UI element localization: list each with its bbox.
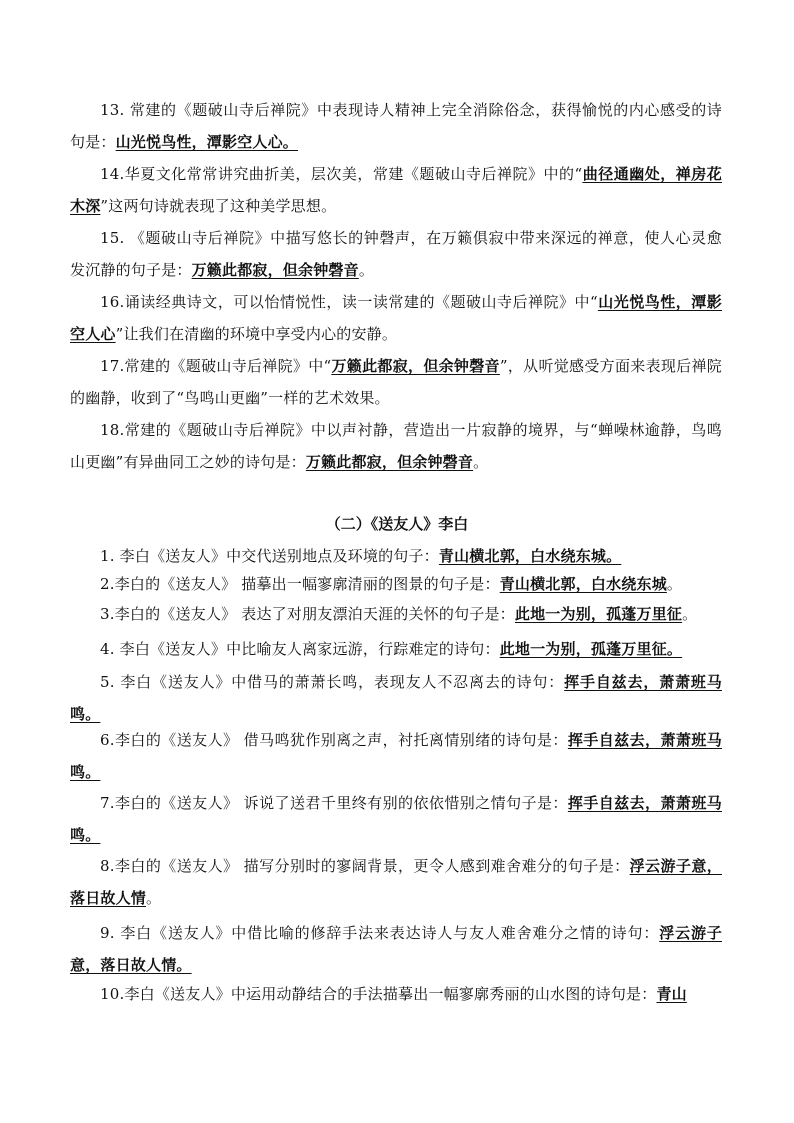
answer: 青山横北郭，白水绕东城。 — [438, 547, 622, 565]
answer: 此地一为别，孤蓬万里征。 — [499, 640, 683, 658]
answer: 挥手自兹去，萧萧班马鸣。 — [70, 731, 722, 781]
question-text: 5. 李白《送友人》中借马的萧萧长鸣，表现友人不忍离去的诗句： — [100, 673, 565, 691]
question-2-4 — [70, 633, 722, 665]
question-text: 6.李白的《送友人》 借马鸣犹作别离之声，衬托离情别绪的诗句是： — [100, 731, 568, 749]
question-2-6 — [70, 724, 722, 788]
question-2-2 — [70, 568, 722, 600]
question-text: 2.李白的《送友人》 描摹出一幅寥廓清丽的图景的句子是： — [100, 575, 500, 593]
question-16 — [70, 286, 722, 350]
question-15 — [70, 222, 722, 286]
question-text: 15. 《题破山寺后禅院》中描写悠长的钟磬声，在万籁俱寂中带来深远的禅意，使人心灵愈发沉静的句子是： — [70, 229, 722, 279]
question-text: 7.李白的《送友人》 诉说了送君千里终有别的依依惜别之情句子是： — [100, 794, 568, 812]
answer: 山光悦鸟性，潭影空人心 — [70, 293, 722, 343]
answer: 青山横北郭，白水绕东城 — [499, 575, 667, 593]
question-2-9 — [70, 917, 722, 981]
question-text: 13. 常建的《题破山寺后禅院》中表现诗人精神上完全消除俗念，获得愉悦的内心感受的诗句是： — [70, 101, 722, 151]
answer: 万籁此都寂，但余钟磬音 — [331, 357, 500, 375]
question-text-tail: ”，从听觉感受方面来表现后禅院的幽静，收到了“鸟鸣山更幽”一样的艺术效果。 — [70, 357, 722, 407]
question-2-8 — [70, 850, 722, 914]
question-text: 16.诵读经典诗文，可以怡情悦性，读一读常建的《题破山寺后禅院》中“ — [100, 293, 598, 311]
question-13 — [70, 94, 722, 158]
question-text: 8.李白的《送友人》 描写分别时的寥阔背景，更令人感到难舍难分的句子是： — [100, 857, 630, 875]
question-text: 10.李白《送友人》中运用动静结合的手法描摹出一幅寥廓秀丽的山水图的诗句是： — [100, 985, 657, 1003]
question-text-tail: 。 — [682, 605, 698, 623]
question-text-tail: 。 — [358, 261, 375, 279]
question-2-3 — [70, 598, 722, 630]
question-text-tail: ”让我们在清幽的环境中享受内心的安静。 — [115, 325, 398, 343]
question-text: 18.常建的《题破山寺后禅院》中以声衬静，营造出一片寂静的境界，与“蝉噪林逾静，鸟鸣山更幽”有异曲同工之妙的诗句是： — [70, 421, 722, 471]
question-text: 14.华夏文化常常讲究曲折美，层次美，常建《题破山寺后禅院》中的“ — [100, 165, 583, 183]
answer: 浮云游子意，落日故人情 — [70, 857, 722, 907]
question-text: 4. 李白《送友人》中比喻友人离家远游，行踪难定的诗句： — [100, 640, 500, 658]
answer: 山光悦鸟性，潭影空人心。 — [115, 133, 299, 151]
question-text: 1. 李白《送友人》中交代送别地点及环境的句子： — [100, 547, 439, 565]
answer: 此地一为别，孤蓬万里征 — [514, 605, 683, 623]
question-17 — [70, 350, 722, 414]
question-14 — [70, 158, 722, 222]
question-2-10 — [70, 978, 722, 1010]
question-18 — [70, 414, 722, 478]
question-2-5 — [70, 666, 722, 730]
answer: 浮云游子意，落日故人情。 — [70, 924, 723, 974]
answer: 曲径通幽处，禅房花木深 — [70, 165, 722, 215]
answer: 挥手自兹去，萧萧班马鸣。 — [70, 673, 722, 723]
section-heading: （二）《送友人》李白 — [325, 515, 469, 533]
answer: 青山 — [656, 985, 687, 1003]
question-text-tail: ”这两句诗就表现了这种美学思想。 — [100, 197, 337, 215]
answer: 挥手自兹去，萧萧班马鸣。 — [70, 794, 722, 844]
question-text: 9. 李白《送友人》中借比喻的修辞手法来表达诗人与友人难舍难分之情的诗句： — [100, 924, 660, 942]
question-text-tail: 。 — [146, 889, 162, 907]
question-text: 17.常建的《题破山寺后禅院》中“ — [100, 357, 332, 375]
question-2-7 — [70, 787, 722, 851]
question-text: 3.李白的《送友人》 表达了对朋友漂泊天涯的关怀的句子是： — [100, 605, 515, 623]
answer: 万籁此都寂，但余钟磬音 — [191, 261, 359, 279]
question-text-tail: 。 — [473, 453, 489, 471]
answer: 万籁此都寂，但余钟磬音 — [305, 453, 474, 471]
question-text-tail: 。 — [666, 575, 683, 593]
